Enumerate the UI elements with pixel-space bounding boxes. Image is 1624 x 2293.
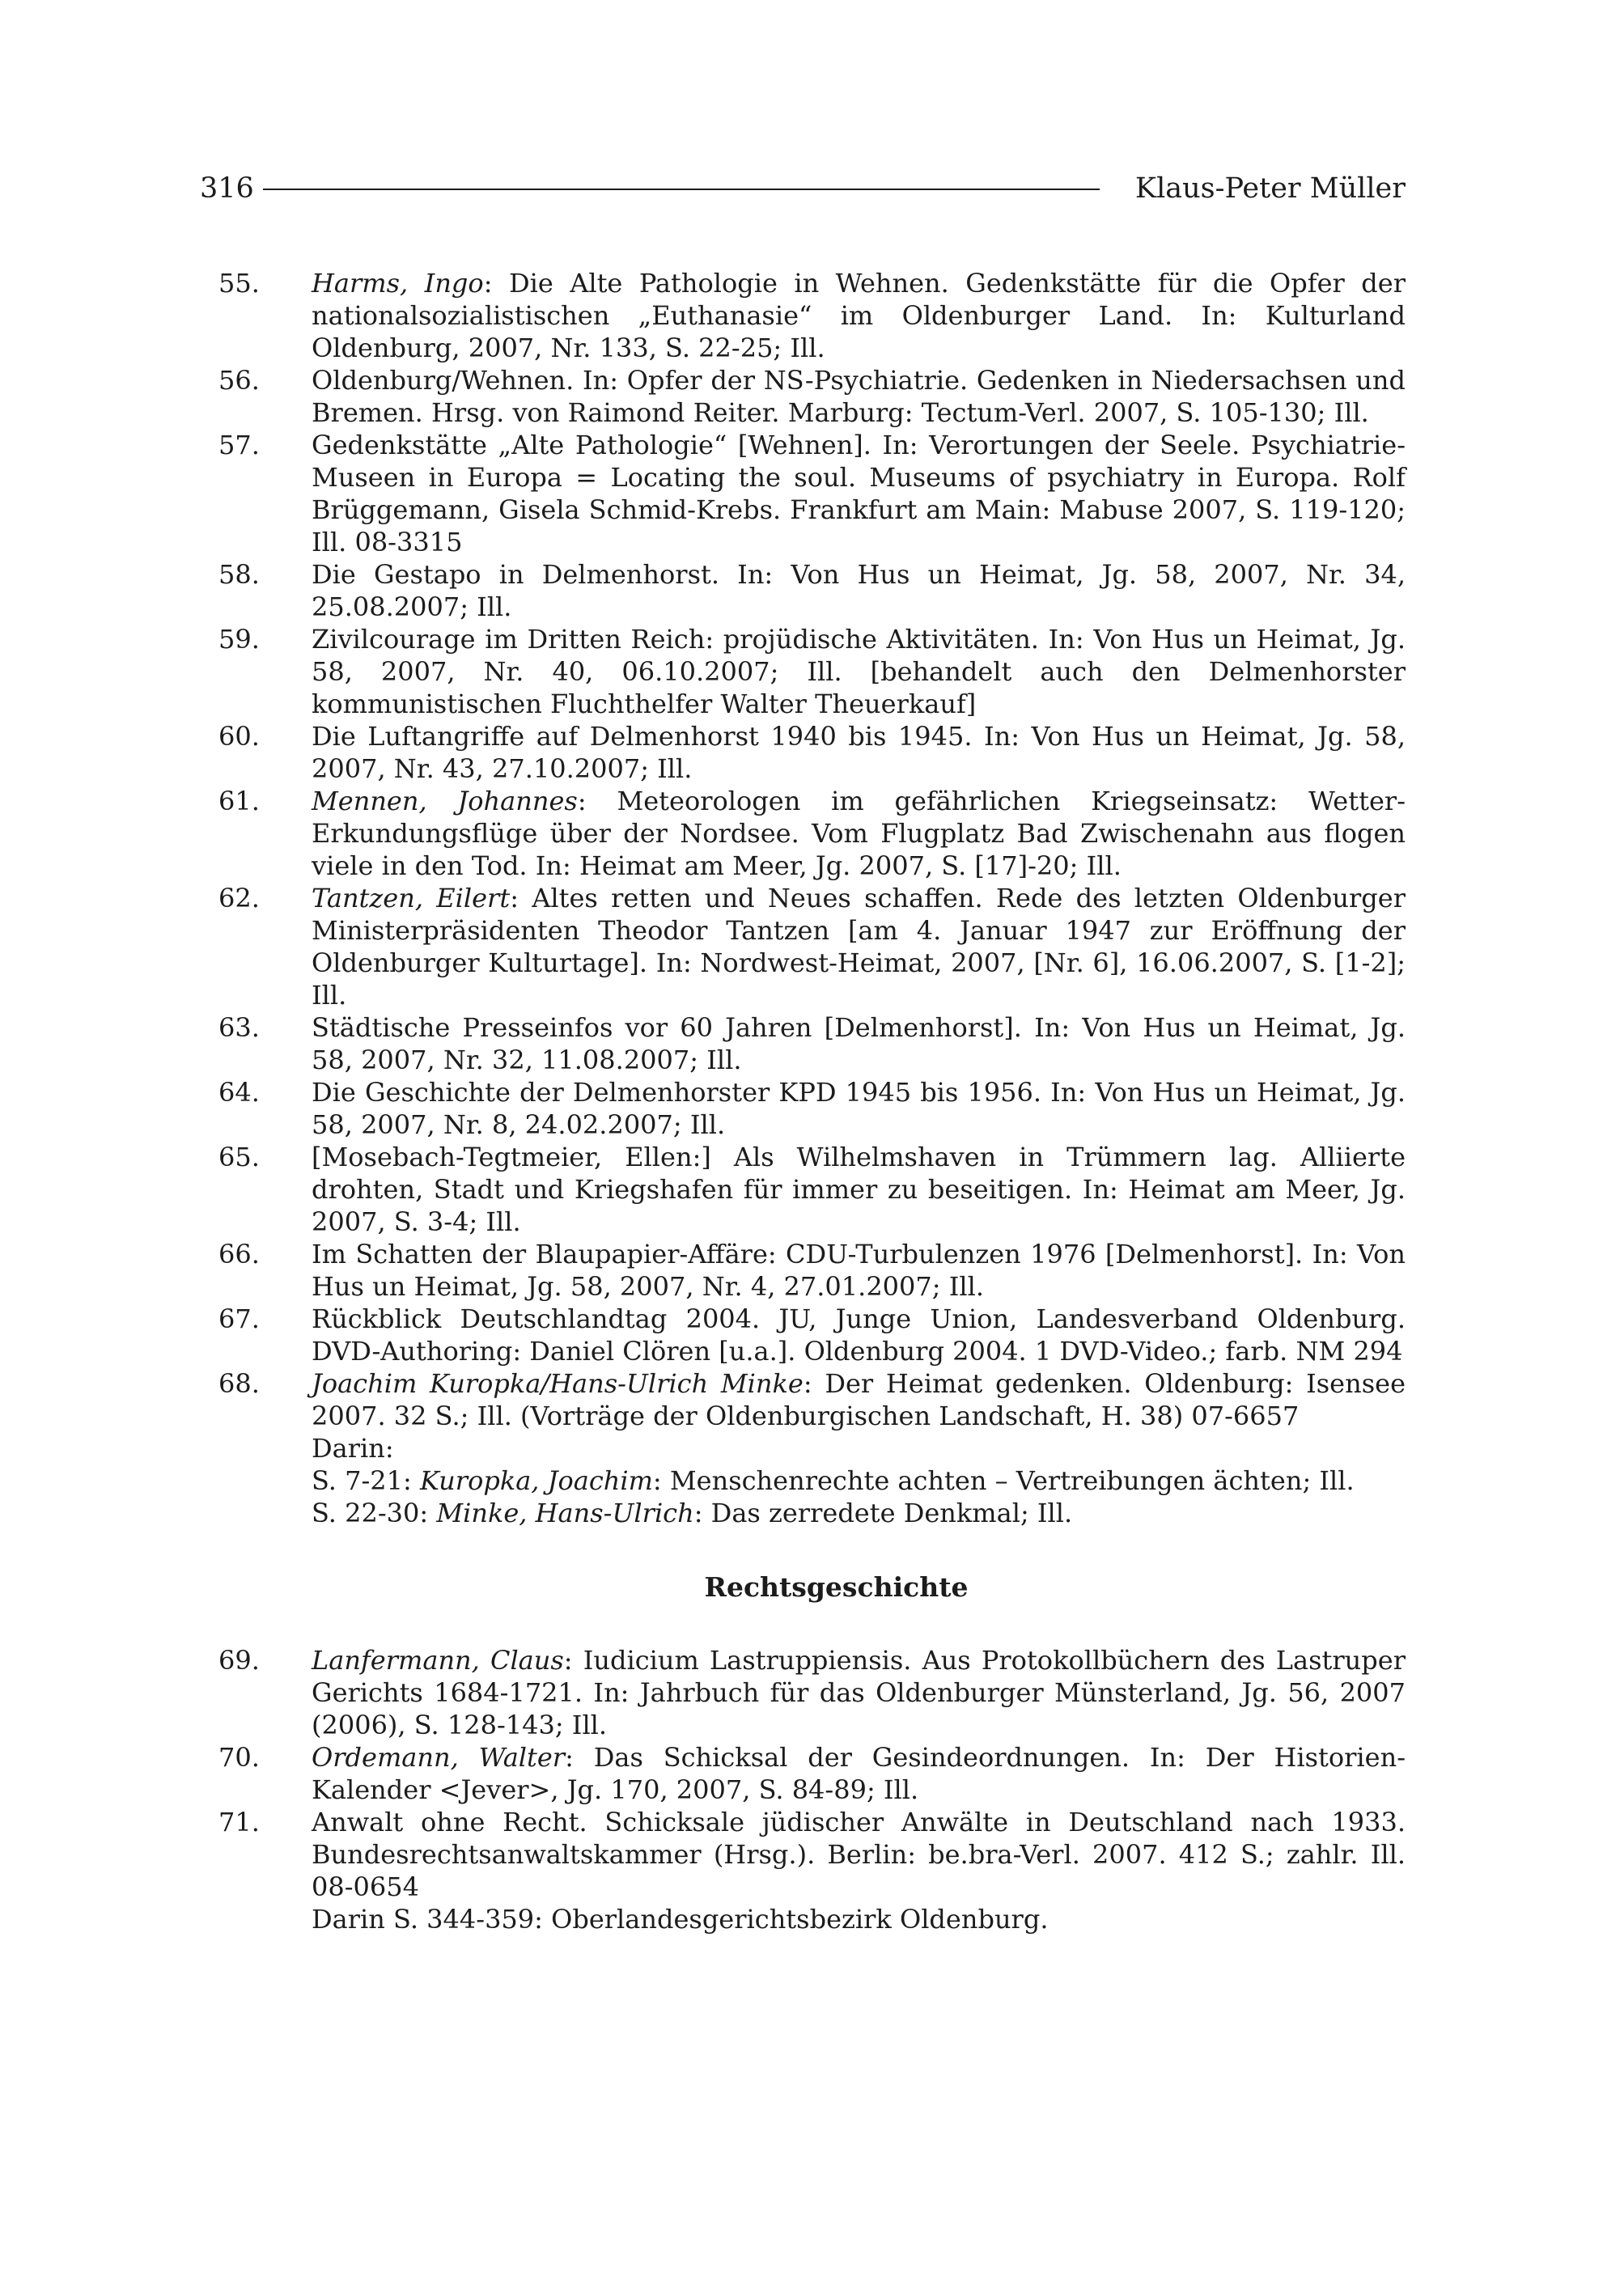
entry-number: 66. xyxy=(218,1239,260,1269)
running-header xyxy=(200,166,1406,211)
bibliography-entry xyxy=(218,558,1406,623)
bibliography-entry xyxy=(218,1741,1406,1806)
entry-text xyxy=(312,267,1406,364)
entry-text xyxy=(312,1367,1406,1529)
entry-number: 68. xyxy=(218,1368,260,1399)
entry-body: Die Geschichte der Delmenhorster KPD 1945 bis 1956. In: Von Hus un Heimat, Jg. 58, 2007, Nr. 8, 24.02.2007; Ill. xyxy=(312,1077,1406,1140)
entry-body: Städtische Presseinfos vor 60 Jahren [Delmenhorst]. In: Von Hus un Heimat, Jg. 58, 2007, Nr. 32, 11.08.2007; Ill. xyxy=(312,1012,1406,1075)
entry-body: Anwalt ohne Recht. Schicksale jüdischer Anwälte in Deutschland nach 1933. Bundesrechtsanwaltskammer (Hrsg.). Berlin: be.bra-Verl. 2007. 412 S.; zahlr. Ill. 08-0654 xyxy=(312,1807,1406,1902)
bibliography-entry xyxy=(218,364,1406,429)
entry-text xyxy=(312,623,1406,720)
bibliography-entry xyxy=(218,882,1406,1011)
entry-body: Zivilcourage im Dritten Reich: projüdische Aktivitäten. In: Von Hus un Heimat, Jg. 58, 2007, Nr. 40, 06.10.2007; Ill. [behandelt auch den Delmenhorster kommunistischen Fluchthelfer Walter Theuerkauf] xyxy=(312,624,1406,719)
bibliography-entry xyxy=(218,1011,1406,1076)
entry-separator: : xyxy=(577,786,617,816)
subentry-pages: S. 7-21: xyxy=(312,1465,420,1496)
bibliography-entry xyxy=(218,623,1406,720)
bibliography-entry-68 xyxy=(218,1367,1406,1529)
bibliography-entry xyxy=(218,1076,1406,1141)
entry-number: 56. xyxy=(218,365,260,396)
entry-number: 71. xyxy=(218,1807,260,1837)
entry-author: Lanfermann, Claus xyxy=(312,1645,564,1676)
entry-body: Rückblick Deutschlandtag 2004. JU, Junge Union, Landesverband Oldenburg. DVD-Authoring: Daniel Clören [u.a.]. Oldenburg 2004. 1 DVD-Video.; farb. NM 294 xyxy=(312,1303,1406,1367)
entry-text xyxy=(312,1141,1406,1238)
entry-text xyxy=(312,1644,1406,1741)
subentry-title: : Menschenrechte achten – Vertreibungen ächten; Ill. xyxy=(652,1465,1355,1496)
entry-number: 61. xyxy=(218,786,260,816)
entry-text xyxy=(312,1741,1406,1806)
entry-text xyxy=(312,720,1406,785)
entry-number: 62. xyxy=(218,883,260,913)
entry-separator: : xyxy=(803,1368,825,1399)
bibliography-body xyxy=(218,267,1406,1935)
entry-separator: : xyxy=(565,1742,594,1773)
subentry-title: : Das zerredete Denkmal; Ill. xyxy=(693,1498,1073,1528)
entry-text xyxy=(312,882,1406,1011)
header-rule xyxy=(263,189,1100,190)
subentry-2 xyxy=(312,1497,1406,1529)
entry-body: Altes retten und Neues schaffen. Rede des letzten Oldenburger Ministerpräsidenten Theodor Tantzen [am 4. Januar 1947 zur Eröffnung der Oldenburger Kulturtage]. In: Nordwest-Heimat, 2007, [Nr. 6], 16.06.2007, S. [1-2]; Ill. xyxy=(312,883,1406,1011)
entry-text xyxy=(312,364,1406,429)
entry-separator: : xyxy=(563,1645,583,1676)
section-heading: Rechtsgeschichte xyxy=(704,1571,969,1603)
entry-text xyxy=(312,1806,1406,1935)
entry-number: 63. xyxy=(218,1012,260,1043)
bibliography-entry xyxy=(218,429,1406,558)
entry-text xyxy=(312,1011,1406,1076)
entry-text xyxy=(312,1303,1406,1367)
running-head-author: Klaus-Peter Müller xyxy=(1134,172,1406,205)
entry-number: 60. xyxy=(218,721,260,752)
subentry-pages: S. 22-30: xyxy=(312,1498,437,1528)
entries-list-b xyxy=(218,1644,1406,1806)
bibliography-entry-71 xyxy=(218,1806,1406,1935)
bibliography-entry xyxy=(218,1303,1406,1367)
entry-author: Ordemann, Walter xyxy=(312,1742,566,1773)
entry-number: 59. xyxy=(218,624,260,655)
entry-number: 64. xyxy=(218,1077,260,1108)
entry-text xyxy=(312,1238,1406,1303)
entry-body: Oldenburg/Wehnen. In: Opfer der NS-Psychiatrie. Gedenken in Niedersachsen und Bremen. Hrsg. von Raimond Reiter. Marburg: Tectum-Verl. 2007, S. 105-130; Ill. xyxy=(312,365,1406,428)
entry-body: Im Schatten der Blaupapier-Affäre: CDU-Turbulenzen 1976 [Delmenhorst]. In: Von Hus un Heimat, Jg. 58, 2007, Nr. 4, 27.01.2007; Ill. xyxy=(312,1239,1406,1302)
entry-separator: : xyxy=(510,883,532,913)
entry-text xyxy=(312,429,1406,558)
entry-body: Die Alte Pathologie in Wehnen. Gedenkstätte für die Opfer der nationalsozialistischen „Euthanasie“ im Oldenburger Land. In: Kulturland Oldenburg, 2007, Nr. 133, S. 22-25; Ill. xyxy=(312,268,1406,363)
subentry-author: Minke, Hans-Ulrich xyxy=(436,1498,694,1528)
entry-body: Gedenkstätte „Alte Pathologie“ [Wehnen]. In: Verortungen der Seele. Psychiatrie-Museen in Europa = Locating the soul. Museums of psychiatry in Europa. Rolf Brüggemann, Gisela Schmid-Krebs. Frankfurt am Main: Mabuse 2007, S. 119-120; Ill. 08-3315 xyxy=(312,430,1406,557)
entry-author: Mennen, Johannes xyxy=(312,786,578,816)
entry-number: 57. xyxy=(218,430,260,460)
entry-number: 67. xyxy=(218,1303,260,1334)
entries-list-a xyxy=(218,267,1406,1367)
entry-body: [Mosebach-Tegtmeier, Ellen:] Als Wilhelmshaven in Trümmern lag. Alliierte drohten, Stadt und Kriegshafen für immer zu beseitigen. In: Heimat am Meer, Jg. 2007, S. 3-4; Ill. xyxy=(312,1142,1406,1237)
bibliography-entry xyxy=(218,1644,1406,1741)
entry-author: Tantzen, Eilert xyxy=(312,883,511,913)
entry-number: 65. xyxy=(218,1142,260,1172)
page-number: 316 xyxy=(200,172,254,205)
bibliography-entry xyxy=(218,267,1406,364)
entry-number: 70. xyxy=(218,1742,260,1773)
bibliography-entry xyxy=(218,720,1406,785)
entry-body: Die Gestapo in Delmenhorst. In: Von Hus un Heimat, Jg. 58, 2007, Nr. 34, 25.08.2007; Ill. xyxy=(312,559,1406,622)
entry-number: 55. xyxy=(218,268,260,299)
entry-number: 58. xyxy=(218,559,260,590)
entry-separator: : xyxy=(483,268,509,299)
subentry-1 xyxy=(312,1464,1406,1497)
bibliography-entry xyxy=(218,785,1406,882)
entry-body: Das Schicksal der Gesindeordnungen. In: Der Historien-Kalender <Jever>, Jg. 170, 2007, S. 84-89; Ill. xyxy=(312,1742,1406,1805)
entry-body: Meteorologen im gefährlichen Kriegseinsatz: Wetter-Erkundungsflüge über der Nordsee. Vom Flugplatz Bad Zwischenahn aus flogen viele in den Tod. In: Heimat am Meer, Jg. 2007, S. [17]-20; Ill. xyxy=(312,786,1406,881)
entry-body: Iudicium Lastruppiensis. Aus Protokollbüchern des Lastruper Gerichts 1684-1721. In: Jahrbuch für das Oldenburger Münsterland, Jg. 56, 2007 (2006), S. 128-143; Ill. xyxy=(312,1645,1406,1740)
darin-label: Darin: xyxy=(312,1433,394,1464)
entry-author: Harms, Ingo xyxy=(312,268,484,299)
entry-body: Der Heimat gedenken. Oldenburg: Isensee 2007. 32 S.; Ill. (Vorträge der Oldenburgischen Landschaft, H. 38) 07-6657 xyxy=(312,1368,1406,1431)
entry-number: 69. xyxy=(218,1645,260,1676)
entry-text xyxy=(312,558,1406,623)
bibliography-entry xyxy=(218,1238,1406,1303)
darin-note: Darin S. 344-359: Oberlandesgerichtsbezirk Oldenburg. xyxy=(312,1904,1049,1935)
bibliography-entry xyxy=(218,1141,1406,1238)
entry-text xyxy=(312,1076,1406,1141)
subentry-author: Kuropka, Joachim xyxy=(419,1465,653,1496)
entry-body: Die Luftangriffe auf Delmenhorst 1940 bis 1945. In: Von Hus un Heimat, Jg. 58, 2007, Nr. 43, 27.10.2007; Ill. xyxy=(312,721,1406,784)
entry-text xyxy=(312,785,1406,882)
entry-author: Joachim Kuropka/Hans-Ulrich Minke xyxy=(312,1368,804,1399)
